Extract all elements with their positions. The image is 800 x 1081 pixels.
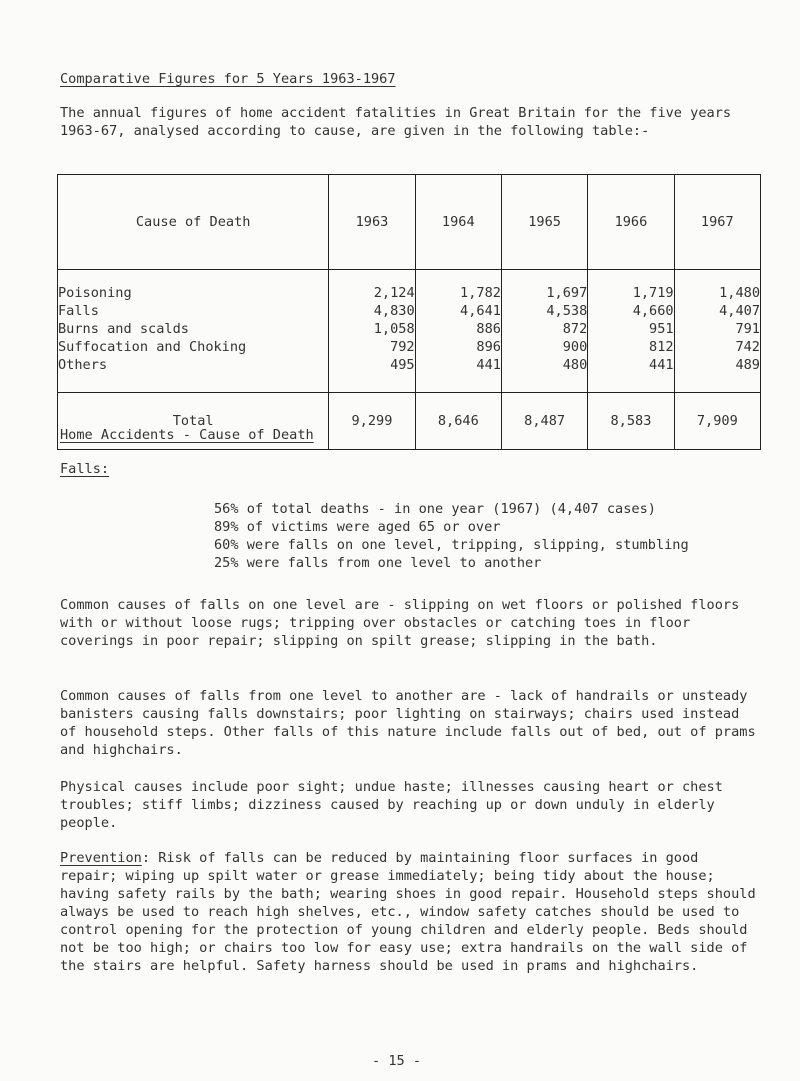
cell: 489 (735, 357, 760, 373)
total-1964: 8,646 (415, 393, 501, 450)
cell: 495 (390, 357, 415, 373)
cell: 900 (562, 339, 588, 355)
cause-falls: Falls (58, 303, 99, 319)
cell: 4,538 (546, 303, 588, 319)
fatalities-table (57, 174, 761, 450)
cell: 480 (562, 357, 588, 373)
header-1963: 1963 (329, 175, 415, 270)
prevention-label: Prevention (60, 850, 142, 866)
values-1965 (501, 270, 587, 393)
cause-suffocation: Suffocation and Choking (58, 339, 247, 355)
list-item: 25% were falls from one level to another (214, 555, 542, 571)
values-1963 (329, 270, 415, 393)
header-1967: 1967 (674, 175, 760, 270)
list-item: 89% of victims were aged 65 or over (214, 519, 501, 535)
page-heading: Comparative Figures for 5 Years 1963-1967 (60, 71, 396, 87)
header-1966: 1966 (588, 175, 674, 270)
cell: 441 (476, 357, 501, 373)
causes-column (58, 270, 329, 393)
header-1964: 1964 (415, 175, 501, 270)
cell: 792 (390, 339, 415, 355)
total-1966: 8,583 (588, 393, 674, 450)
cell: 4,830 (373, 303, 415, 319)
cell: 872 (562, 321, 588, 337)
cell: 4,407 (719, 303, 760, 319)
values-1967 (674, 270, 760, 393)
paragraph-physical: Physical causes include poor sight; undue haste; illnesses causing heart or chest troubles; stiff limbs; dizziness caused by reaching up or down unduly in elderly people. (60, 779, 723, 831)
intro-paragraph: The annual figures of home accident fatalities in Great Britain for the five years 1963-67, analysed according to cause, are given in the following table:- (60, 105, 732, 139)
cell: 4,641 (460, 303, 501, 319)
cell: 896 (476, 339, 501, 355)
paragraph-prevention (60, 849, 760, 975)
cause-burns: Burns and scalds (58, 321, 189, 337)
cell: 812 (649, 339, 674, 355)
falls-stats-list (214, 500, 689, 572)
cell: 951 (649, 321, 674, 337)
section-heading: Home Accidents - Cause of Death (60, 427, 314, 443)
total-label: Total (58, 393, 329, 450)
table-header-row (58, 175, 761, 270)
falls-heading: Falls: (60, 461, 110, 477)
values-1966 (588, 270, 674, 393)
paragraph-one-level: Common causes of falls on one level are - slipping on wet floors or polished floors with or without loose rugs; tripping over obstacles or catching toes in floor coverings in poor repair; slipping on spilt grease; slipping in the bath. (60, 597, 740, 649)
cell: 1,719 (632, 285, 674, 301)
prevention-text: : Risk of falls can be reduced by maintaining floor surfaces in good repair; wiping up spilt water or grease immediately; being tidy about the house; having safety rails by the bath; wearing shoes in good repair. Household steps should always be used to reach high shelves, etc., window safety catches should be used to control opening for the protection of young children and elderly people. Beds should not be too high; or chairs too low for easy use; extra handrails on the wall side of the stairs are helpful. Safety harness should be used in prams and highchairs. (60, 850, 756, 974)
total-1965: 8,487 (501, 393, 587, 450)
list-item: 56% of total deaths - in one year (1967) (4,407 cases) (214, 501, 656, 517)
cell: 1,058 (373, 321, 415, 337)
header-cause: Cause of Death (58, 175, 329, 270)
cell: 4,660 (632, 303, 674, 319)
values-1964 (415, 270, 501, 393)
cell: 791 (735, 321, 760, 337)
cause-poisoning: Poisoning (58, 285, 132, 301)
table-body-row (58, 270, 761, 393)
cell: 1,480 (719, 285, 760, 301)
cell: 1,782 (460, 285, 501, 301)
total-1963: 9,299 (329, 393, 415, 450)
paragraph-level-to-level: Common causes of falls from one level to another are - lack of handrails or unsteady banisters causing falls downstairs; poor lighting on stairways; chairs used instead of household steps. Other falls of this nature include falls out of bed, out of prams and highchairs. (60, 688, 756, 758)
cause-others: Others (58, 357, 108, 373)
header-1965: 1965 (501, 175, 587, 270)
total-1967: 7,909 (674, 393, 760, 450)
cell: 742 (735, 339, 760, 355)
cell: 1,697 (546, 285, 588, 301)
cell: 441 (649, 357, 674, 373)
list-item: 60% were falls on one level, tripping, slipping, stumbling (214, 537, 689, 553)
page-number: - 15 - (372, 1053, 422, 1069)
cell: 2,124 (373, 285, 415, 301)
cell: 886 (476, 321, 501, 337)
